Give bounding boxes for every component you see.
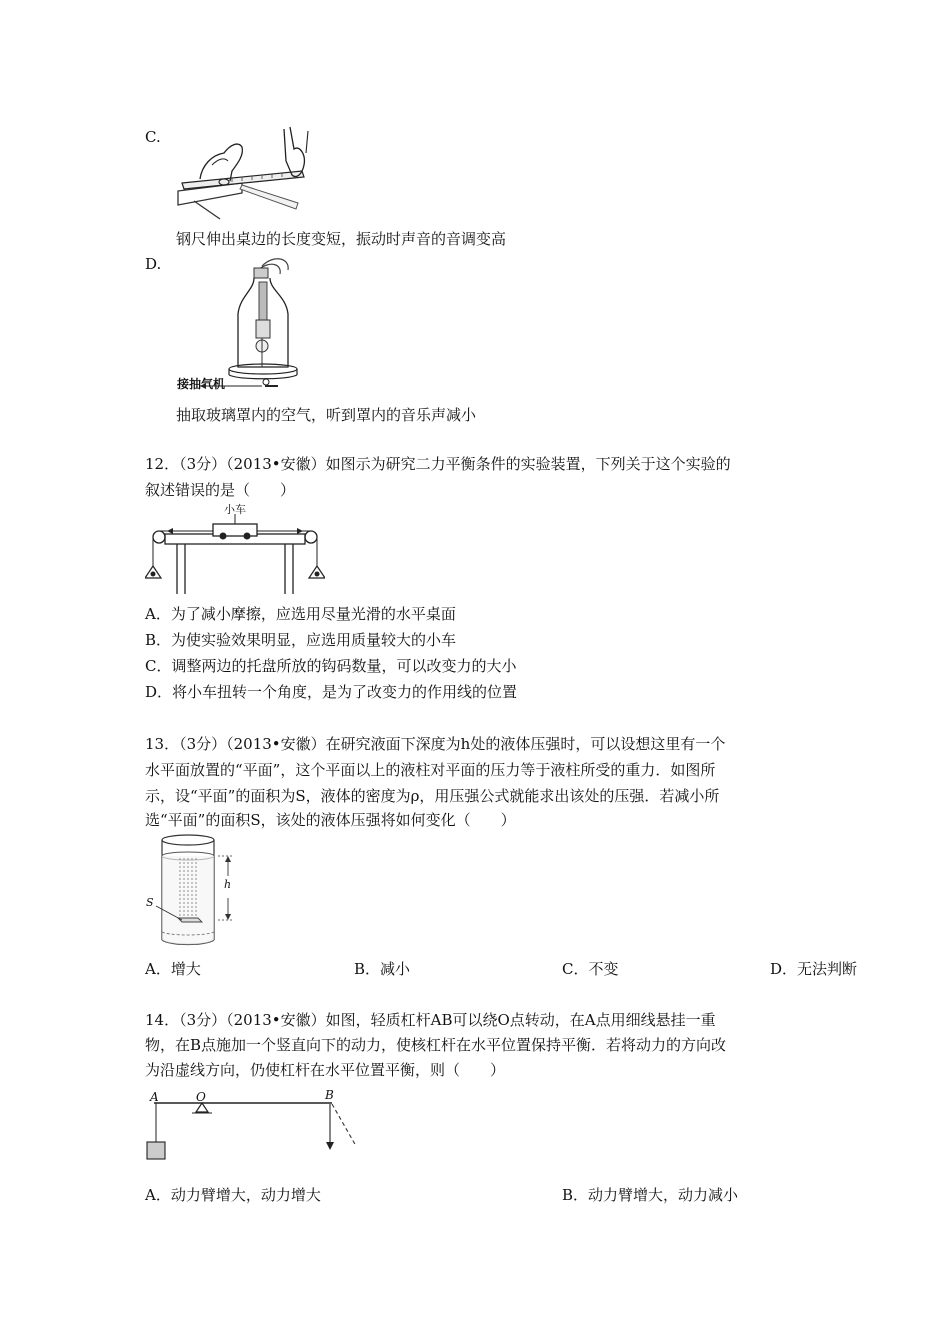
area-s-label: S (146, 896, 154, 909)
q13-stem-line-3: 示，设“平面”的面积为S，液体的密度为ρ，用压强公式就能求出该处的压强．若减小所 (145, 787, 720, 805)
q13-option-b: B．减小 (354, 960, 411, 978)
q14-stem-line-3: 为沿虚线方向，仍使杠杆在水平位置平衡，则（ ） (145, 1061, 506, 1079)
q13-stem-line-2: 水平面放置的“平面”，这个平面以上的液柱对平面的压力等于液柱所受的重力．如图所 (145, 761, 716, 779)
option-c-label: C. (145, 128, 161, 146)
q14-option-a: A．动力臂增大，动力增大 (145, 1186, 321, 1204)
point-a-label: A (150, 1090, 159, 1104)
steel-ruler-figure (172, 125, 332, 220)
q12-option-a: A．为了减小摩擦，应选用尽量光滑的水平桌面 (145, 605, 456, 623)
vacuum-pump-label: 接抽气机 (177, 377, 226, 391)
q13-option-c: C．不变 (562, 960, 619, 978)
q12-option-b: B．为使实验效果明显，应选用质量较大的小车 (145, 631, 457, 649)
liquid-column-figure (140, 832, 250, 950)
q12-stem-line-1: 12．（3分）（2013•安徽）如图示为研究二力平衡条件的实验装置，下列关于这个实验的 (145, 455, 731, 473)
q14-option-b: B．动力臂增大，动力减小 (562, 1186, 739, 1204)
point-b-label: B (325, 1088, 334, 1102)
q12-stem-line-2: 叙述错误的是（ ） (145, 481, 296, 499)
q12-option-c: C．调整两边的托盘所放的钩码数量，可以改变力的大小 (145, 657, 517, 675)
option-d-caption: 抽取玻璃罩内的空气，听到罩内的音乐声减小 (176, 406, 477, 424)
q14-stem-line-2: 物，在B点施加一个竖直向下的动力，使核杠杆在水平位置保持平衡．若将动力的方向改 (145, 1036, 727, 1054)
q13-option-d: D．无法判断 (770, 960, 858, 978)
q13-option-a: A．增大 (145, 960, 201, 978)
point-o-label: O (196, 1090, 206, 1104)
q13-stem-line-4: 选“平面”的面积S，该处的液体压强将如何变化（ ） (145, 811, 516, 829)
cart-label: 小车 (224, 503, 246, 516)
depth-h-label: h (224, 878, 232, 891)
option-c-caption: 钢尺伸出桌边的长度变短，振动时声音的音调变高 (176, 230, 507, 248)
q14-stem-line-1: 14．（3分）（2013•安徽）如图，轻质杠杆AB可以绕O点转动，在A点用细线悬挂一重 (145, 1011, 716, 1029)
option-d-label: D. (145, 255, 162, 273)
q13-stem-line-1: 13．（3分）（2013•安徽）在研究液面下深度为h处的液体压强时，可以设想这里有一个 (145, 735, 726, 753)
lever-figure (140, 1088, 370, 1164)
q12-option-d: D．将小车扭转一个角度，是为了改变力的作用线的位置 (145, 683, 518, 701)
